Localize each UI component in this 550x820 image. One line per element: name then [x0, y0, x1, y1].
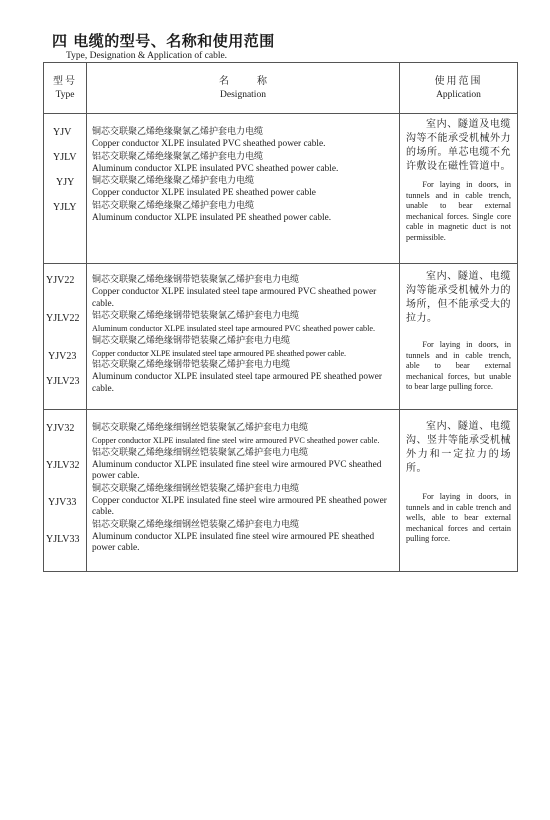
application-en: For laying in doors, in tunnels and in cable trench, unable to bear external mechanical forces. Single core cable in magnetic duct is not permissible.	[406, 180, 511, 242]
application-zh: 室内、隧道及电缆沟等不能承受机械外力的场所。单芯电缆不允许敷设在磁性管道中。	[406, 119, 511, 172]
application-en: For laying in doors, in tunnels and in cable trench, able to bear external mechanical forces, but unable to bear large pulling force.	[406, 340, 511, 391]
designation-zh: 铜芯交联聚乙烯绝缘细钢丝铠装聚氯乙烯护套电力电缆	[92, 423, 309, 433]
type-cell	[44, 264, 87, 410]
designation-zh: 铝芯交联聚乙烯绝缘钢带铠装聚乙烯护套电力电缆	[92, 360, 291, 370]
type-code: YJLV22	[46, 313, 80, 324]
type-code: YJLV33	[46, 534, 80, 545]
designation-zh: 铝芯交联聚乙烯绝缘细钢丝铠装聚乙烯护套电力电缆	[92, 519, 300, 530]
designation-zh: 铜芯交联聚乙烯绝缘聚乙烯护套电力电缆	[92, 176, 255, 186]
table-header-row	[44, 63, 518, 114]
application-zh: 室内、隧道、电缆沟、竖井等能承受机械外力和一定拉力的场所。	[406, 421, 511, 474]
type-code: YJLV23	[46, 376, 80, 387]
table-row	[44, 410, 518, 572]
designation-entry	[92, 126, 397, 151]
header-application-zh: 使用范围	[434, 76, 483, 87]
application-cell	[400, 264, 518, 410]
type-code: YJV23	[48, 351, 77, 362]
designation-zh: 铜芯交联聚乙烯绝缘钢带铠装聚乙烯护套电力电缆	[92, 335, 291, 346]
designation-en: Aluminum conductor XLPE insulated steel tape armoured PE sheathed power cable.	[92, 372, 382, 394]
type-code: YJV33	[48, 497, 77, 508]
designation-entry	[92, 359, 397, 395]
designation-zh: 铝芯交联聚乙烯绝缘聚乙烯护套电力电缆	[92, 200, 255, 211]
application-cell	[400, 114, 518, 264]
designation-en: Copper conductor XLPE insulated fine steel wire armoured PVC sheathed power cable.	[92, 436, 380, 445]
designation-en: Copper conductor XLPE insulated PVC sheathed power cable.	[92, 139, 326, 149]
designation-zh: 铜芯交联聚乙烯绝缘钢带铠装聚氯乙烯护套电力电缆	[92, 275, 300, 285]
type-code: YJLV	[53, 152, 77, 163]
header-application-en: Application	[436, 90, 481, 100]
header-type-en: Type	[55, 90, 75, 100]
designation-cell	[87, 264, 400, 410]
designation-entry	[92, 274, 397, 310]
designation-zh: 铝芯交联聚乙烯绝缘聚氯乙烯护套电力电缆	[92, 151, 264, 162]
header-type	[44, 63, 87, 114]
designation-entry	[92, 175, 397, 200]
designation-entry	[92, 200, 397, 225]
designation-cell	[87, 410, 400, 572]
designation-zh: 铝芯交联聚乙烯绝缘钢带铠装聚氯乙烯护套电力电缆	[92, 311, 300, 321]
designation-entry	[92, 310, 397, 335]
designation-entry	[92, 519, 397, 555]
designation-en: Aluminum conductor XLPE insulated fine steel wire armoured PVC sheathed power cable.	[92, 459, 382, 481]
designation-entry	[92, 335, 397, 360]
page-title: 四 电缆的型号、名称和使用范围	[52, 32, 275, 50]
type-code: YJV	[53, 127, 72, 138]
type-code: YJV22	[46, 275, 75, 286]
designation-zh: 铜芯交联聚乙烯绝缘细钢丝铠装聚乙烯护套电力电缆	[92, 483, 300, 494]
header-designation-zh: 名称	[219, 76, 295, 87]
type-code: YJY	[56, 177, 75, 188]
designation-en: Copper conductor XLPE insulated steel tape armoured PE sheathed power cable.	[92, 348, 346, 358]
header-type-zh: 型号	[53, 76, 77, 87]
designation-en: Aluminum conductor XLPE insulated PE sheathed power cable.	[92, 212, 332, 223]
designation-entry	[92, 422, 397, 447]
designation-zh: 铝芯交联聚乙烯绝缘细钢丝铠装聚氯乙烯护套电力电缆	[92, 447, 309, 458]
table-row	[44, 264, 518, 410]
application-zh: 室内、隧道、电缆沟等能承受机械外力的场所，但不能承受大的拉力。	[406, 271, 511, 324]
designation-en: Aluminum conductor XLPE insulated PVC sheathed power cable.	[92, 163, 339, 174]
designation-cell	[87, 114, 400, 264]
cable-type-table	[43, 62, 518, 572]
designation-entry	[92, 483, 397, 519]
header-designation	[87, 63, 400, 114]
header-designation-en: Designation	[220, 90, 266, 100]
designation-en: Copper conductor XLPE insulated PE sheathed power cable	[92, 188, 316, 198]
application-cell	[400, 410, 518, 572]
page-subtitle: Type, Designation & Application of cable.	[66, 51, 228, 61]
designation-zh: 铜芯交联聚乙烯绝缘聚氯乙烯护套电力电缆	[92, 127, 264, 137]
header-application	[400, 63, 518, 114]
designation-en: Copper conductor XLPE insulated steel tape armoured PVC sheathed power cable.	[92, 287, 377, 309]
type-code: YJLV32	[46, 460, 80, 471]
type-code: YJLY	[53, 202, 77, 213]
designation-entry	[92, 151, 397, 176]
designation-entry	[92, 447, 397, 483]
designation-en: Aluminum conductor XLPE insulated steel tape armoured PVC sheathed power cable.	[92, 324, 376, 333]
type-cell	[44, 410, 87, 572]
type-code: YJV32	[46, 423, 75, 434]
designation-en: Aluminum conductor XLPE insulated fine steel wire armoured PE sheathed power cable.	[92, 531, 375, 553]
type-cell	[44, 114, 87, 264]
application-en: For laying in doors, in tunnels and in cable trench and wells, able to bear external mechanical forces and certain pulling force.	[406, 492, 511, 543]
designation-en: Copper conductor XLPE insulated fine steel wire armoured PE sheathed power cable.	[92, 495, 387, 517]
table-row	[44, 114, 518, 264]
